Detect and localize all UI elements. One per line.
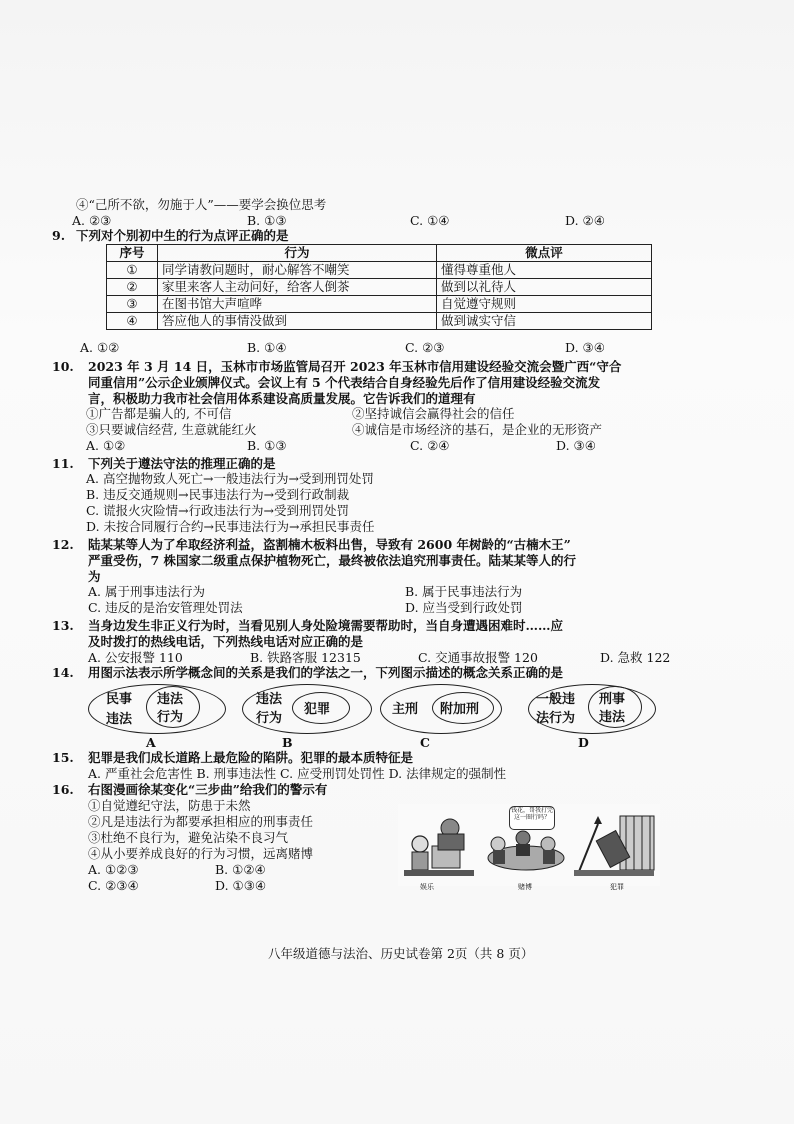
- diagram-d-label: D: [578, 735, 589, 750]
- q15-stem: 犯罪是我们成长道路上最危险的陷阱。犯罪的最本质特征是: [88, 750, 414, 765]
- diagram-b-outer-label-2: 行为: [256, 711, 283, 726]
- header-comment: 微点评: [437, 245, 652, 262]
- q9-stem: 下列对个别初中生的行为点评正确的是: [76, 228, 289, 243]
- q10-statement-4: ④诚信是市场经济的基石，是企业的无形资产: [352, 422, 603, 437]
- row-behavior: 在图书馆大声喧哗: [158, 296, 437, 313]
- q10-option-a: A. ①②: [86, 438, 126, 453]
- row-comment: 做到以礼待人: [437, 279, 652, 296]
- q11-option-d: D. 未按合同履行合约→民事违法行为→承担民事责任: [86, 519, 375, 534]
- q16-statement-2: ②凡是违法行为都要承担相应的刑事责任: [88, 814, 314, 829]
- row-behavior: 答应他人的事情没做到: [158, 313, 437, 330]
- table-row: [107, 262, 652, 279]
- header-behavior: 行为: [158, 245, 437, 262]
- q9-table: [106, 244, 652, 330]
- row-comment: 懂得尊重他人: [437, 262, 652, 279]
- q16-statement-4: ④从小要养成良好的行为习惯，远离赌博: [88, 846, 314, 861]
- q16-option-b: B. ①②④: [215, 862, 266, 877]
- row-comment: 自觉遵守规则: [437, 296, 652, 313]
- q9-option-b: B. ①④: [247, 340, 287, 355]
- q13-number: 13.: [52, 618, 74, 633]
- header-index: 序号: [107, 245, 158, 262]
- row-behavior: 家里来客人主动问好，给客人倒茶: [158, 279, 437, 296]
- diagram-d-inner-label-2: 违法: [599, 710, 626, 725]
- q11-option-a: A. 高空抛物致人死亡→一般违法行为→受到刑罚处罚: [86, 471, 374, 486]
- row-index: ③: [107, 296, 158, 313]
- q10-statement-2: ②坚持诚信会赢得社会的信任: [352, 406, 515, 421]
- row-comment: 做到诚实守信: [437, 313, 652, 330]
- q12-line2: 严重受伤，7 株国家二级重点保护植物死亡，最终被依法追究刑事责任。陆某某等人的行: [88, 553, 577, 568]
- row-index: ①: [107, 262, 158, 279]
- prev-item: ④“己所不欲，勿施于人”——要学会换位思考: [76, 197, 327, 212]
- q12-option-b: B. 属于民事违法行为: [405, 584, 523, 599]
- cartoon-speech-bubble: 钱花，哥我打完这一圈行吗？: [509, 806, 555, 830]
- cartoon-caption-entertainment: 娱乐: [420, 883, 434, 891]
- q11-number: 11.: [52, 456, 74, 471]
- q13-option-b: B. 铁路客服 12315: [250, 650, 361, 665]
- q13-option-a: A. 公安报警 110: [88, 650, 183, 665]
- q13-line2: 及时拨打的热线电话，下列热线电话对应正确的是: [88, 634, 364, 649]
- diagram-c-inner-label: 附加刑: [440, 702, 480, 717]
- q8-option-d: D. ②④: [565, 213, 605, 228]
- q8-option-b: B. ①③: [247, 213, 287, 228]
- q12-line1: 陆某某等人为了牟取经济利益，盗割楠木板料出售，导致有 2600 年树龄的“古楠木王”: [88, 537, 571, 552]
- q16-stem: 右图漫画徐某变化“三步曲”给我们的警示有: [88, 782, 328, 797]
- table-row: [107, 296, 652, 313]
- diagram-a-label: A: [146, 735, 156, 750]
- q12-option-d: D. 应当受到行政处罚: [405, 600, 523, 615]
- q10-statement-3: ③只要诚信经营, 生意就能红火: [86, 422, 257, 437]
- q15-options: A. 严重社会危害性 B. 刑事违法性 C. 应受刑罚处罚性 D. 法律规定的强制性: [88, 766, 507, 781]
- q16-option-d: D. ①③④: [215, 878, 267, 893]
- q14-number: 14.: [52, 665, 74, 680]
- q16-statement-1: ①自觉遵纪守法，防患于未然: [88, 798, 251, 813]
- table-header-row: [107, 245, 652, 262]
- row-index: ④: [107, 313, 158, 330]
- diagram-b-inner-label: 犯罪: [304, 702, 331, 717]
- cartoon-caption-gambling: 赌博: [518, 883, 532, 891]
- q11-option-c: C. 谎报火灾险情→行政违法行为→受到刑罚处罚: [86, 503, 350, 518]
- q15-number: 15.: [52, 750, 74, 765]
- table-row: [107, 313, 652, 330]
- q10-number: 10.: [52, 359, 74, 374]
- q9-option-d: D. ③④: [565, 340, 605, 355]
- row-behavior: 同学请教问题时，耐心解答不嘲笑: [158, 262, 437, 279]
- table-row: [107, 279, 652, 296]
- q10-line2: 同重信用”公示企业颁牌仪式。会议上有 5 个代表结合自身经验先后作了信用建设经验交流发: [88, 375, 601, 390]
- page-footer: 八年级道德与法治、历史试卷第 2页（共 8 页）: [268, 946, 534, 961]
- q8-option-c: C. ①④: [410, 213, 450, 228]
- q16-statement-3: ③杜绝不良行为，避免沾染不良习气: [88, 830, 289, 845]
- diagram-a-outer-label-2: 违法: [106, 712, 133, 727]
- q9-option-c: C. ②③: [405, 340, 445, 355]
- diagram-c-outer-label: 主刑: [392, 702, 419, 717]
- q14-stem: 用图示法表示所学概念间的关系是我们的学法之一，下列图示描述的概念关系正确的是: [88, 665, 564, 680]
- q16-option-c: C. ②③④: [88, 878, 139, 893]
- q13-option-c: C. 交通事故报警 120: [418, 650, 538, 665]
- q8-option-a: A. ②③: [72, 213, 112, 228]
- q12-option-c: C. 违反的是治安管理处罚法: [88, 600, 243, 615]
- q12-number: 12.: [52, 537, 74, 552]
- q12-line3: 为: [88, 569, 101, 584]
- diagram-d-inner-label-1: 刑事: [599, 692, 626, 707]
- q10-option-c: C. ②④: [410, 438, 450, 453]
- diagram-d-outer-label-2: 法行为: [536, 711, 576, 726]
- diagram-d-outer-label-1: 一般违: [536, 692, 576, 707]
- q10-line3: 言，积极助力我市社会信用体系建设高质量发展。它告诉我们的道理有: [88, 391, 476, 406]
- q10-option-d: D. ③④: [556, 438, 596, 453]
- diagram-c-label: C: [420, 735, 430, 750]
- q9-option-a: A. ①②: [80, 340, 120, 355]
- diagram-a-inner-label-2: 行为: [157, 710, 184, 725]
- q9-number: 9.: [52, 228, 66, 243]
- q16-option-a: A. ①②③: [88, 862, 139, 877]
- q10-line1: 2023 年 3 月 14 日，玉林市市场监管局召开 2023 年玉林市信用建设经验交流会暨广西“守合: [88, 359, 622, 374]
- row-index: ②: [107, 279, 158, 296]
- diagram-b-outer-label-1: 违法: [256, 692, 283, 707]
- q10-option-b: B. ①③: [247, 438, 287, 453]
- q12-option-a: A. 属于刑事违法行为: [88, 584, 205, 599]
- q13-option-d: D. 急救 122: [600, 650, 671, 665]
- q10-statement-1: ①广告都是骗人的, 不可信: [86, 406, 232, 421]
- q13-line1: 当身边发生非正义行为时，当看见别人身处险境需要帮助时，当自身遭遇困难时……应: [88, 618, 564, 633]
- q11-option-b: B. 违反交通规则→民事违法行为→受到行政制裁: [86, 487, 350, 502]
- q16-number: 16.: [52, 782, 74, 797]
- cartoon-caption-crime: 犯罪: [610, 883, 624, 891]
- diagram-b-label: B: [282, 735, 293, 750]
- diagram-a-outer-label-1: 民事: [106, 692, 133, 707]
- q11-stem: 下列关于遵法守法的推理正确的是: [88, 456, 276, 471]
- diagram-a-inner-label-1: 违法: [157, 692, 184, 707]
